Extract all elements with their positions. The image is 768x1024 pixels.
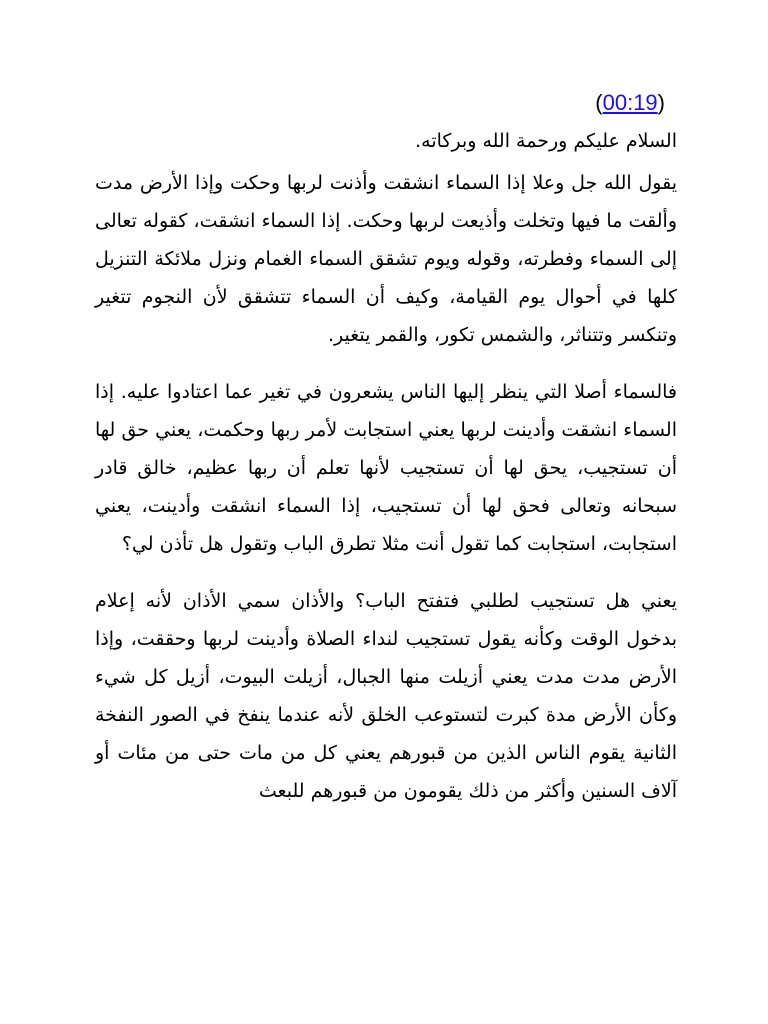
timestamp-header <box>95 86 677 120</box>
document-page <box>95 86 677 829</box>
paragraph-2: فالسماء أصلا التي ينظر إليها الناس يشعرون في تغير عما اعتادوا عليه. إذا السماء انشقت وأدينت لربها يعني استجابت لأمر ربها وحكمت، يعني حق لها أن تستجيب، يحق لها أن تستجيب لأنها تعلم أن ربها عظيم، خالق قادر سبحانه وتعالى فحق لها أن تستجيب، إذا السماء انشقت وأدينت، يعني استجابت، استجابت كما تقول أنت مثلا تطرق الباب وتقول هل تأذن لي؟ <box>95 381 677 555</box>
paragraph-1: يقول الله جل وعلا إذا السماء انشقت وأذنت لربها وحكت وإذا الأرض مدت وألقت ما فيها وتخلت وأذيعت لربها وحكت. إذا السماء انشقت، كقوله تعالى إلى السماء وفطرته، وقوله ويوم تشقق السماء الغمام ونزل ملائكة التنزيل كلها في أحوال يوم القيامة، وكيف أن السماء تتشقق لأن النجوم تتغير وتنكسر وتتناثر، والشمس تكور، والقمر يتغير. <box>95 172 677 346</box>
greeting-line: السلام عليكم ورحمة الله وبركاته. <box>415 130 677 152</box>
paren-open: ( <box>595 90 603 115</box>
paragraph-3: يعني هل تستجيب لطلبي فتفتح الباب؟ والأذان سمي الأذان لأنه إعلام بدخول الوقت وكأنه يقول تستجيب لنداء الصلاة وأدينت لربها وحققت، وإذا الأرض مدت مدت يعني أزيلت منها الجبال، أزيلت البيوت، أزيل كل شيء وكأن الأرض مدة كبرت لتستوعب الخلق لأنه عندما ينفخ في الصور النفخة الثانية يقوم الناس الذين من قبورهم يعني كل من مات حتى من مئات أو آلاف السنين وأكثر من ذلك يقومون من قبورهم للبعث <box>95 590 677 802</box>
timestamp-link[interactable]: 00:19 <box>602 90 658 115</box>
paren-close: ) <box>657 90 665 115</box>
